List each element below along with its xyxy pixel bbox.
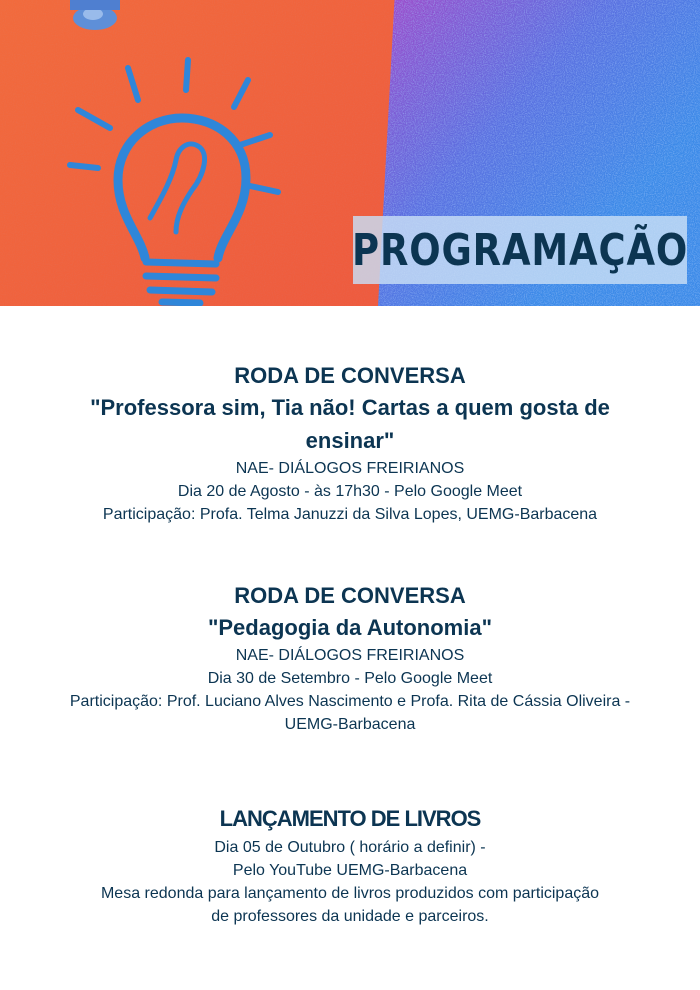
title-banner — [353, 216, 687, 284]
launch-platform: Pelo YouTube UEMG-Barbacena — [232, 862, 468, 879]
event-date: Dia 20 de Agosto - às 17h30 - Pelo Google Meet — [177, 483, 523, 500]
event-title: "Professora sim, Tia não! Cartas a quem gosta de ensinar" — [90, 395, 610, 453]
book-launch — [50, 804, 650, 928]
event-heading: RODA DE CONVERSA — [234, 583, 466, 608]
page-title: PROGRAMAÇÃO — [351, 224, 689, 276]
launch-heading: LANÇAMENTO DE LIVROS — [219, 806, 481, 831]
launch-description: Mesa redonda para lançamento de livros produzidos com participação de professores da unidade e parceiros. — [100, 885, 600, 925]
event-organizer: NAE- DIÁLOGOS FREIRIANOS — [235, 460, 465, 477]
event-participants: Participação: Profa. Telma Januzzi da Silva Lopes, UEMG-Barbacena — [102, 506, 598, 523]
header-image — [0, 0, 700, 306]
event-participants: Participação: Prof. Luciano Alves Nascimento e Profa. Rita de Cássia Oliveira - UEMG-Barbacena — [69, 693, 631, 733]
event-2 — [50, 581, 650, 736]
event-title: "Pedagogia da Autonomia" — [207, 615, 493, 640]
event-heading: RODA DE CONVERSA — [234, 363, 466, 388]
event-organizer: NAE- DIÁLOGOS FREIRIANOS — [235, 647, 465, 664]
event-1 — [50, 361, 650, 526]
event-date: Dia 30 de Setembro - Pelo Google Meet — [207, 670, 493, 687]
launch-date: Dia 05 de Outubro ( horário a definir) - — [214, 839, 486, 856]
